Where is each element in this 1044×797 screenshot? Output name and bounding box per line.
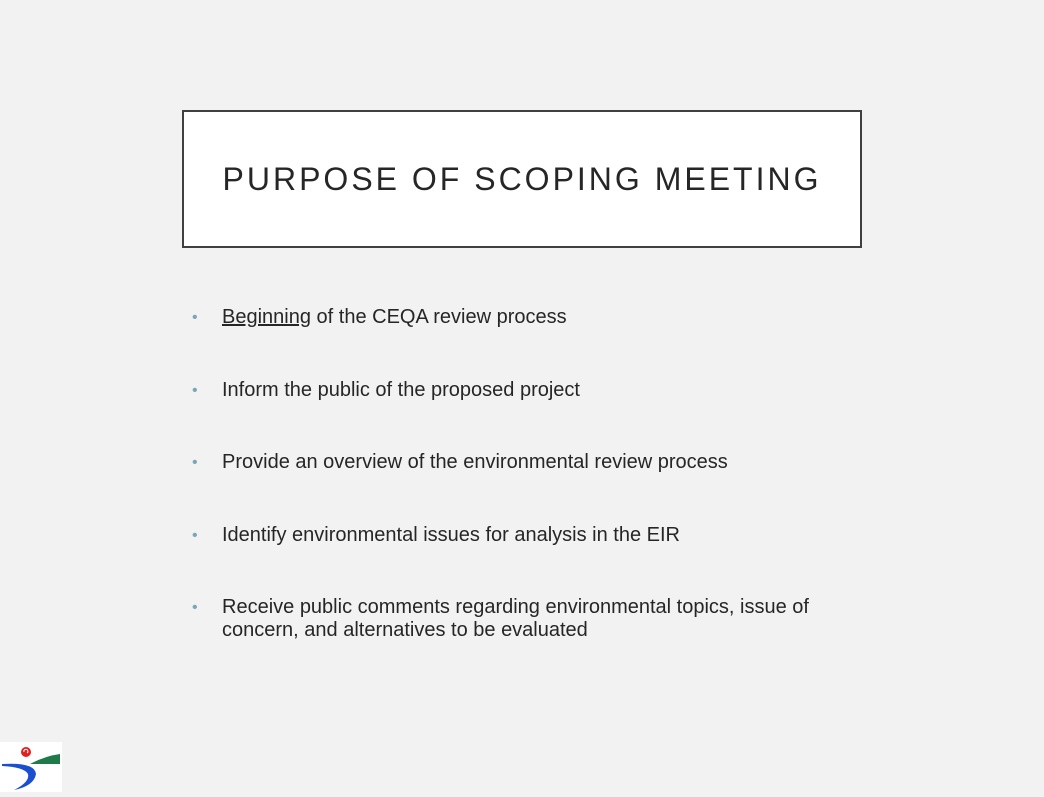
- bullet-item: [192, 306, 872, 329]
- bullet-item: [192, 379, 872, 402]
- bullet-text: Receive public comments regarding environmental topics, issue of concern, and alternatives to be evaluated: [222, 596, 809, 641]
- bullet-text: Provide an overview of the environmental review process: [222, 451, 728, 473]
- slide-title: PURPOSE OF SCOPING MEETING: [222, 160, 822, 197]
- bullet-item: [192, 451, 872, 474]
- bullet-icon: •: [192, 526, 198, 544]
- bullet-icon: •: [192, 381, 198, 399]
- bullet-icon: •: [192, 309, 198, 326]
- logo-icon: [0, 742, 62, 792]
- bullet-text: of the CEQA review process: [310, 306, 567, 328]
- bullet-item: [192, 596, 872, 642]
- bullet-text: Identify environmental issues for analysis in the EIR: [222, 523, 680, 546]
- bullet-icon: •: [192, 454, 198, 471]
- bullet-icon: •: [192, 599, 198, 616]
- bullet-text: Inform the public of the proposed project: [222, 378, 580, 401]
- bullet-list: [192, 306, 872, 692]
- underlined-text: Beginning: [222, 306, 311, 328]
- bullet-item: [192, 524, 872, 547]
- title-box: [182, 110, 862, 248]
- organization-logo: [0, 742, 62, 792]
